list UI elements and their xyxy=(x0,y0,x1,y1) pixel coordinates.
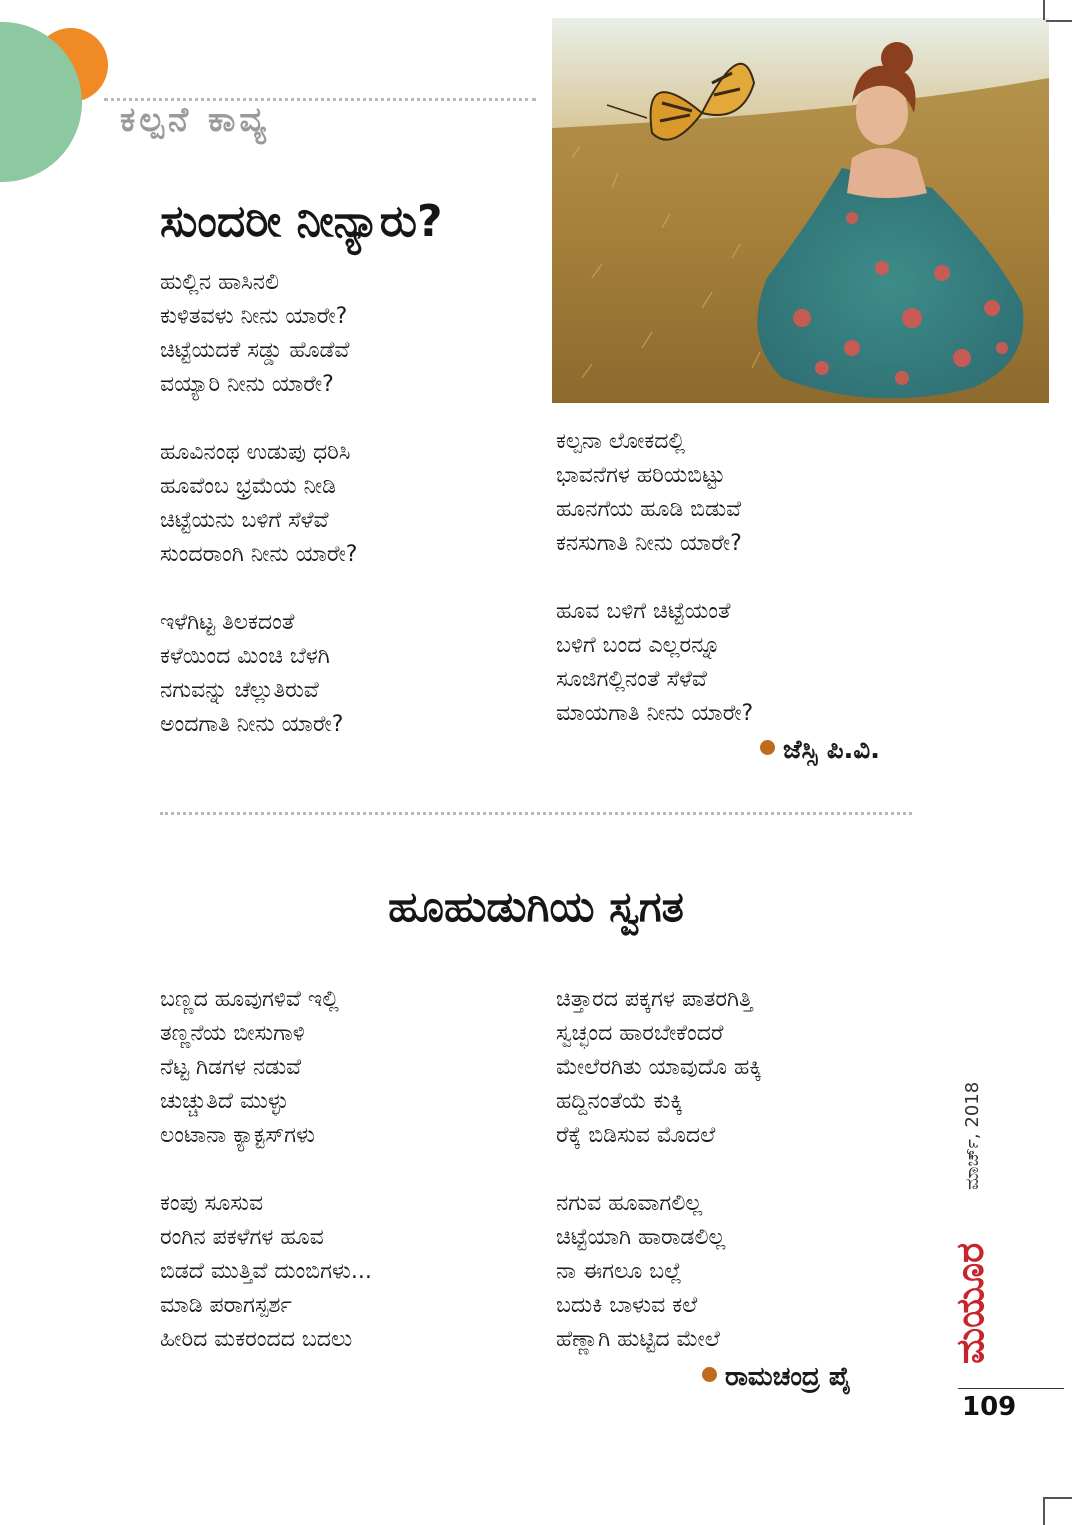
poem-line: ನಗುವನ್ನು ಚೆಲ್ಲುತಿರುವೆ xyxy=(160,678,319,703)
poem-line: ಚಿಟ್ಟೆಯದಕೆ ಸಡ್ಡು ಹೊಡೆವೆ xyxy=(160,338,350,363)
poem-line: ಚುಚ್ಚುತಿದೆ ಮುಳ್ಳು xyxy=(160,1089,289,1114)
poem-divider xyxy=(160,812,912,815)
poem-line: ಮೇಲೆರಗಿತು ಯಾವುದೊ ಹಕ್ಕಿ xyxy=(556,1055,762,1080)
poem2-stanza xyxy=(160,1187,372,1357)
poem-line: ಹೂವೆಂಬ ಭ್ರಮೆಯ ನೀಡಿ xyxy=(160,474,336,499)
bullet-icon xyxy=(702,1367,717,1382)
poem-line: ರೆಕ್ಕೆ ಬಿಡಿಸುವ ಮೊದಲೆ xyxy=(556,1123,716,1148)
poem1-right-column xyxy=(556,425,753,731)
poem-line: ಮಾಯಗಾತಿ ನೀನು ಯಾರೇ? xyxy=(556,701,754,726)
poem1-stanza xyxy=(160,436,357,572)
poem-line: ಹೆಣ್ಣಾಗಿ ಹುಟ್ಟಿದ ಮೇಲೆ xyxy=(556,1327,720,1352)
poem-line: ಬದುಕಿ ಬಾಳುವ ಕಲೆ xyxy=(556,1293,698,1318)
poem-line: ಚಿಟ್ಟೆಯನು ಬಳಿಗೆ ಸೆಳೆವೆ xyxy=(160,508,329,533)
poem-line: ಕನಸುಗಾತಿ ನೀನು ಯಾರೇ? xyxy=(556,531,742,556)
poem-line: ಕಲ್ಪನಾ ಲೋಕದಲ್ಲಿ xyxy=(556,429,686,454)
poem-line: ಸೂಜಿಗಲ್ಲಿನಂತೆ ಸೆಳೆವೆ xyxy=(556,667,707,692)
poem-line: ಬಣ್ಣದ ಹೂವುಗಳಿವೆ ಇಲ್ಲಿ xyxy=(160,987,339,1012)
poem-line: ಕಂಪು ಸೂಸುವ xyxy=(160,1191,264,1216)
poem2-stanza xyxy=(160,983,372,1153)
poem-line: ಚಿಟ್ಟೆಯಾಗಿ ಹಾರಾಡಲಿಲ್ಲ xyxy=(556,1225,726,1250)
poem-line: ರಂಗಿನ ಪಕಳೆಗಳ ಹೂವ xyxy=(160,1225,324,1250)
poem2-title: ಹೂಹುಡುಗಿಯ ಸ್ವಗತ xyxy=(388,882,684,931)
poem2-left-column xyxy=(160,983,372,1357)
poem2-stanza xyxy=(556,1187,762,1357)
poem-line: ಹೂನಗೆಯ ಹೂಡಿ ಬಿಡುವೆ xyxy=(556,497,742,522)
poem-line: ಕುಳಿತವಳು ನೀನು ಯಾರೇ? xyxy=(160,304,348,329)
poem-line: ಹೂವ ಬಳಿಗೆ ಚಿಟ್ಟೆಯಂತೆ xyxy=(556,599,731,624)
crop-mark xyxy=(1046,20,1072,22)
poem-line: ಸ್ವಚ್ಛಂದ ಹಾರಬೇಕೆಂದರೆ xyxy=(556,1021,724,1046)
poem1-stanza xyxy=(160,266,357,402)
poem1-stanza xyxy=(556,595,753,731)
poem1-left-column xyxy=(160,266,357,742)
poem-line: ತಣ್ಣನೆಯ ಬೀಸುಗಾಳಿ xyxy=(160,1021,305,1046)
author-name: ರಾಮಚಂದ್ರ ಪೈ xyxy=(725,1362,851,1392)
poem-line: ನಗುವ ಹೂವಾಗಲಿಲ್ಲ xyxy=(556,1191,703,1216)
poem-line: ಹೀರಿದ ಮಕರಂದದ ಬದಲು xyxy=(160,1327,353,1352)
poem-line: ನೆಟ್ಟ ಗಿಡಗಳ ನಡುವೆ xyxy=(160,1055,302,1080)
poem-line: ಬಳಿಗೆ ಬಂದ ಎಲ್ಲರನ್ನೂ xyxy=(556,633,721,658)
poem-line: ಹುಲ್ಲಿನ ಹಾಸಿನಲಿ xyxy=(160,270,280,295)
author-name: ಜೆಸ್ಸಿ ಪಿ.ವಿ. xyxy=(783,735,881,765)
poem1-title: ಸುಂದರೀ ನೀನ್ಯಾರು? xyxy=(160,196,443,247)
poem2-right-column xyxy=(556,983,762,1357)
crop-mark xyxy=(1043,0,1045,20)
poem-line: ಬಿಡದೆ ಮುತ್ತಿವೆ ದುಂಬಿಗಳು... xyxy=(160,1259,372,1284)
crop-mark xyxy=(1043,1497,1045,1525)
poem-illustration xyxy=(552,18,1049,403)
poem-line: ಭಾವನೆಗಳ ಹರಿಯಬಿಟ್ಟು xyxy=(556,463,726,488)
poem-line: ಚಿತ್ತಾರದ ಪಕ್ಕಗಳ ಪಾತರಗಿತ್ತಿ xyxy=(556,987,753,1012)
poem-line: ನಾ ಈಗಲೂ ಬಲ್ಲೆ xyxy=(556,1259,682,1284)
section-tag: ಕಲ್ಪನೆ ಕಾವ್ಯ xyxy=(120,100,270,140)
poem-line: ವಯ್ಯಾರಿ ನೀನು ಯಾರೇ? xyxy=(160,372,334,397)
poem1-stanza xyxy=(160,606,357,742)
page-number-rule xyxy=(958,1388,1064,1389)
page-number: 109 xyxy=(962,1392,1017,1422)
poem-line: ಇಳೆಗಿಟ್ಟ ತಿಲಕದಂತೆ xyxy=(160,610,295,635)
poem2-author xyxy=(702,1362,851,1393)
magazine-name: ಮಯೂರ xyxy=(948,1242,992,1364)
poem-line: ಮಾಡಿ ಪರಾಗಸ್ಪರ್ಶ xyxy=(160,1293,292,1318)
crop-mark xyxy=(1043,1497,1072,1499)
poem1-stanza xyxy=(556,425,753,561)
poem-line: ಅಂದಗಾತಿ ನೀನು ಯಾರೇ? xyxy=(160,712,344,737)
poem-line: ಹದ್ದಿನಂತೆಯೆ ಕುಕ್ಕಿ xyxy=(556,1089,683,1114)
poem2-stanza xyxy=(556,983,762,1153)
poem-line: ಸುಂದರಾಂಗಿ ನೀನು ಯಾರೇ? xyxy=(160,542,358,567)
poem-line: ಹೂವಿನಂಥ ಉಡುಪು ಧರಿಸಿ xyxy=(160,440,351,465)
poem-line: ಲಂಟಾನಾ ಕ್ಯಾಕ್ಟಸ್‌ಗಳು xyxy=(160,1123,316,1148)
bullet-icon xyxy=(760,740,775,755)
poem-line: ಕಳೆಯಿಂದ ಮಿಂಚಿ ಬೆಳಗಿ xyxy=(160,644,330,669)
poem1-author xyxy=(760,735,880,766)
magazine-date: ಮಾರ್ಚ್, 2018 xyxy=(962,1081,983,1190)
